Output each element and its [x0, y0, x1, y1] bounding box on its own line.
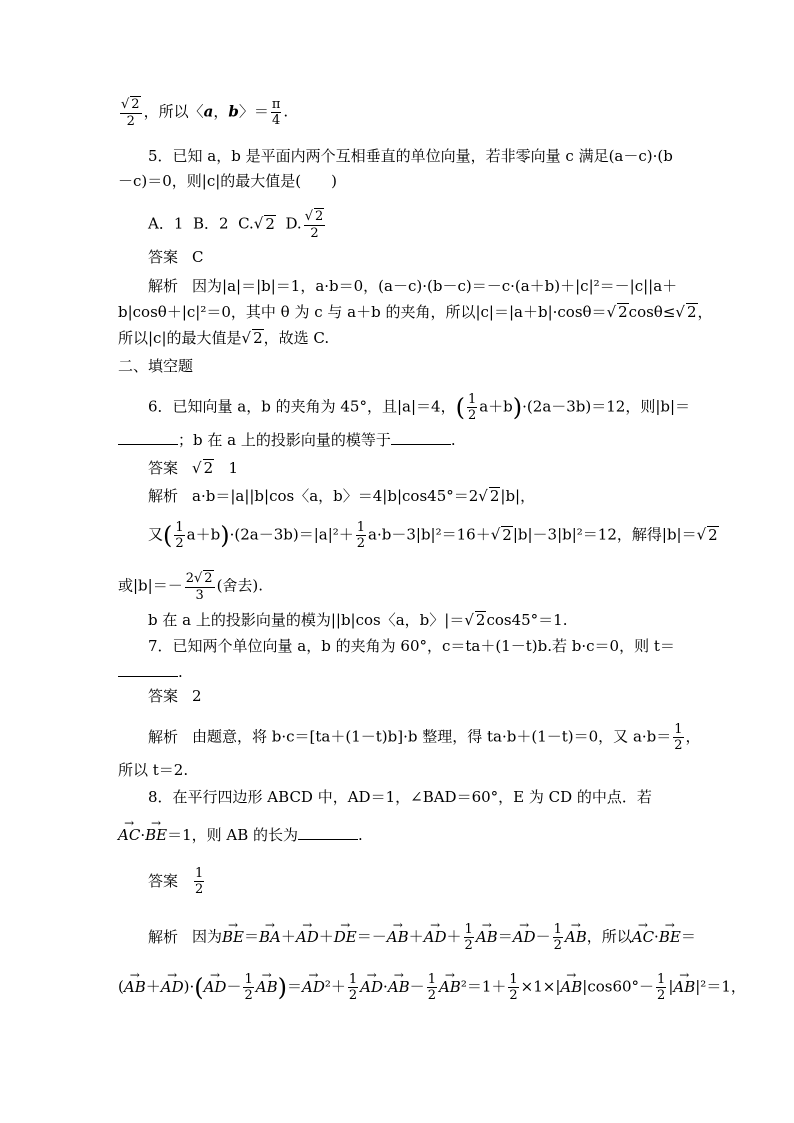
q7-stem-line2: .	[118, 662, 183, 682]
q5-analysis-1: 解析 因为|a|＝|b|＝1，a·b＝0，(a－c)·(b－c)＝－c·(a＋b)＋|c|²＝－|c||a＋	[148, 277, 678, 295]
answer-blank	[118, 430, 178, 445]
q5-analysis-3: 所以|c|的最大值是√ 2，故选 C.	[118, 329, 330, 347]
q7-analysis-1: 解析 由题意，将 b·c＝[ta＋(1－t)b]·b 整理，得 ta·b＋(1－t)＝0，又 a·b＝ $\frac{1}{2}$ ，	[148, 722, 701, 753]
q5-options: A．1 B．2 C.√ 2 D. $\frac{√ 2}{2}$	[148, 209, 324, 241]
q7-answer: 答案 2	[148, 687, 202, 705]
answer-blank	[298, 825, 358, 840]
q6-analysis-4: b 在 a 上的投影向量的模为||b|cos〈a，b〉|＝√ 2cos45°＝1.	[148, 611, 568, 629]
q6-analysis-3: 或|b|＝－ $\frac{2√ 2}{3}$ (舍去).	[118, 571, 264, 603]
q7-stem-line1: 7．已知两个单位向量 a，b 的夹角为 60°，c＝ta＋(1－t)b.若 b·c＝0，则 t＝	[148, 637, 675, 655]
q6-analysis-2: 又( $\frac{1}{2}$ a＋b)·(2a－3b)＝|a|²＋ $\frac{1}{2}$ a·b－3|b|²＝16＋√ 2|b|－3|b|²＝12，解得|b|＝√ 2	[148, 520, 718, 551]
fraction: $\frac{\pi}{4}$	[271, 97, 281, 128]
q5-answer: 答案 C	[148, 248, 204, 266]
q8-stem-line1: 8．在平行四边形 ABCD 中，AD＝1，∠BAD＝60°，E 为 CD 的中点．若	[148, 788, 652, 806]
section-heading-fill-in: 二、填空题	[118, 357, 194, 375]
q8-analysis-2: (→ AB＋→ AD)·(→ AD－ $\frac{1}{2}$ → AB)＝→ AD²＋ $\frac{1}{2}$ → AD·→ AB－ $\frac{1}{2}$ → AB²＝1＋ $\frac{1}{2}$ ×1×|→ AB|cos60°－ $\frac{1}{2}$ |→ AB|²＝1，	[118, 972, 746, 1003]
q8-analysis-1: 解析 因为→ BE＝→ BA＋→ AD＋→ DE＝－→ AB＋→ AD＋ $\frac{1}{2}$ → AB＝→ AD－ $\frac{1}{2}$ → AB，所以→ AC·→ BE＝	[148, 922, 696, 953]
answer-blank	[118, 662, 178, 677]
q6-analysis-1: 解析 a·b＝|a||b|cos〈a，b〉＝4|b|cos45°＝2√ 2|b|，	[148, 487, 536, 505]
q5-stem-line1: 5．已知 a，b 是平面内两个互相垂直的单位向量，若非零向量 c 满足(a－c)·(b	[148, 147, 673, 165]
q8-answer: 答案 $\frac{1}{2}$	[148, 866, 204, 897]
prev-answer-tail: $\frac{√ 2}{2}$ ，所以〈a，b〉＝ $\frac{\pi}{4}$ .	[121, 97, 289, 129]
q5-stem-line2: －c)＝0，则|c|的最大值是( )	[118, 172, 338, 190]
fraction: $\frac{√ 2}{2}$	[121, 97, 140, 129]
q5-analysis-2: b|cosθ＋|c|²＝0，其中 θ 为 c 与 a＋b 的夹角，所以|c|＝|a＋b|·cosθ＝√ 2cosθ≤√ 2，	[118, 303, 713, 321]
q6-answer: 答案 √ 2 1	[148, 459, 238, 477]
answer-blank	[391, 430, 451, 445]
q7-analysis-2: 所以 t＝2.	[118, 761, 189, 779]
q6-stem-line2: ；b 在 a 上的投影向量的模等于 .	[118, 430, 456, 450]
q8-stem-line2: → AC·→ BE＝1，则 AB 的长为 .	[118, 825, 363, 845]
q6-stem-line1: 6．已知向量 a，b 的夹角为 45°，且|a|＝4，( $\frac{1}{2}$ a＋b)·(2a－3b)＝12，则|b|＝	[148, 392, 691, 423]
